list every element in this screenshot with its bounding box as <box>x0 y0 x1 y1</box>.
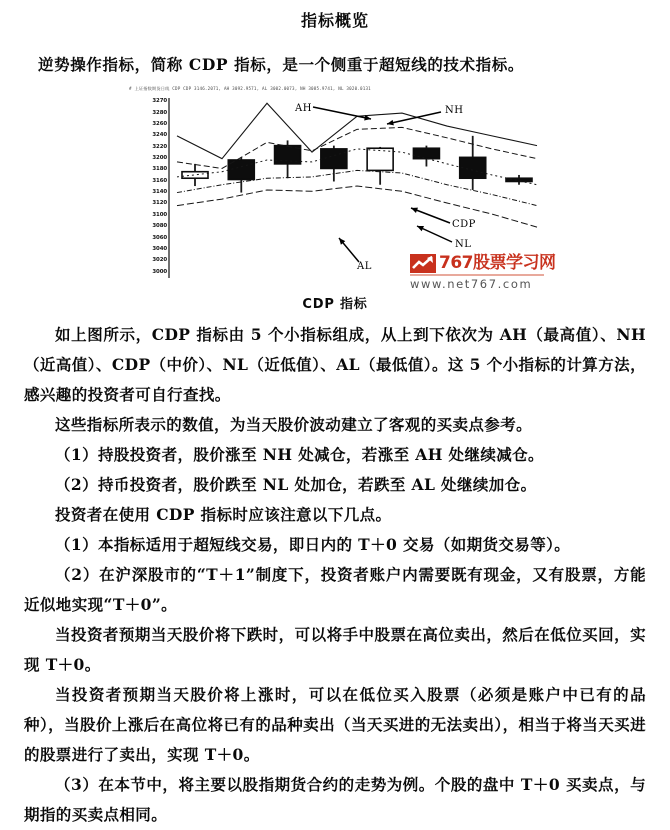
y-tick: 3160 <box>152 177 167 184</box>
candlestick <box>506 175 532 185</box>
y-tick: 3040 <box>152 245 167 252</box>
y-tick: 3140 <box>152 189 167 196</box>
paragraph-2: 这些指标所表示的数值，为当天股价波动建立了客观的买卖点参考。 <box>55 415 533 435</box>
annotation-leader <box>313 107 371 119</box>
y-tick: 3200 <box>152 155 167 162</box>
lead-paragraph: 逆势操作指标，简称 CDP 指标，是一个侧重于超短线的技术指标。 <box>38 55 524 74</box>
y-tick: 3120 <box>152 200 167 207</box>
chart-up-arrow-icon <box>410 254 436 273</box>
y-tick: 3180 <box>152 166 167 173</box>
paragraph-10: （3）在本节中，将主要以股指期货合约的走势为例。个股的盘中 T＋0 买卖点，与期指的买卖点相同。 <box>24 775 646 825</box>
y-tick: 3080 <box>152 223 167 230</box>
candlestick <box>321 146 347 182</box>
watermark <box>410 253 556 291</box>
annotation-al: AL <box>357 261 372 273</box>
paragraph-5: 投资者在使用 CDP 指标时应该注意以下几点。 <box>55 505 392 525</box>
annotation-ah: AH <box>295 103 312 115</box>
annotation-cdp: CDP <box>452 219 476 231</box>
watermark-brand: 767股票学习网 <box>439 253 556 274</box>
annotation-nh: NH <box>445 105 464 117</box>
cdp-chart-figure <box>125 86 556 291</box>
paragraph-4: （2）持币投资者，股价跌至 NL 处加仓，若跌至 AL 处继续加仓。 <box>55 475 537 495</box>
watermark-url: www.net767.com <box>410 276 533 291</box>
article-body <box>24 320 646 830</box>
candlestick <box>182 164 208 186</box>
candlestick <box>413 146 439 167</box>
annotation-arrowhead <box>411 208 418 213</box>
y-tick: 3220 <box>152 143 167 150</box>
paragraph-3: （1）持股投资者，股价涨至 NH 处减仓，若涨至 AH 处继续减仓。 <box>55 445 544 465</box>
page-title: 指标概览 <box>300 11 369 30</box>
series-line-al <box>177 186 537 227</box>
y-tick: 3270 <box>152 98 167 105</box>
watermark-divider <box>410 274 544 276</box>
y-tick: 3240 <box>152 132 167 139</box>
y-tick: 3000 <box>152 268 167 275</box>
watermark-row <box>410 253 556 274</box>
series-line-ah <box>177 104 537 159</box>
paragraph-7: （2）在沪深股市的“T＋1”制度下，投资者账户内需要既有现金，又有股票，方能近似地实现“T＋0”。 <box>24 565 646 615</box>
paragraph-8: 当投资者预期当天股价将下跌时，可以将手中股票在高位卖出，然后在低位买回，实现 T＋0。 <box>24 625 646 675</box>
figure-caption: CDP 指标 <box>302 297 368 313</box>
annotation-arrowhead <box>387 120 394 126</box>
chart-header-text: # 上证指数期货日线 CDP CDP 3146.2071, AH 3092.9571, AL 3002.0073, NH 3085.9741, NL 3020.0131 <box>129 86 371 92</box>
y-tick: 3100 <box>152 211 167 218</box>
paragraph-9: 当投资者预期当天股价将上涨时，可以在低位买入股票（必须是账户中已有的品种），当股价上涨后在高位将已有的品种卖出（当天买进的无法卖出），相当于将当天买进的股票进行了卖出，实现 T＋0。 <box>24 685 646 765</box>
y-tick: 3060 <box>152 234 167 241</box>
y-tick: 3280 <box>152 109 167 116</box>
candlestick <box>367 147 393 185</box>
annotation-nl: NL <box>455 239 472 251</box>
y-tick: 3260 <box>152 120 167 127</box>
paragraph-6: （1）本指标适用于超短线交易，即日内的 T＋0 交易（如期货交易等）。 <box>55 535 571 555</box>
y-tick: 3020 <box>152 257 167 264</box>
paragraph-1: 如上图所示，CDP 指标由 5 个小指标组成，从上到下依次为 AH（最高值）、NH（近高值）、CDP（中价）、NL（近低值）、AL（最低值）。这 5 个小指标的计算方法，感兴趣的投资者可自行查找。 <box>24 325 646 405</box>
